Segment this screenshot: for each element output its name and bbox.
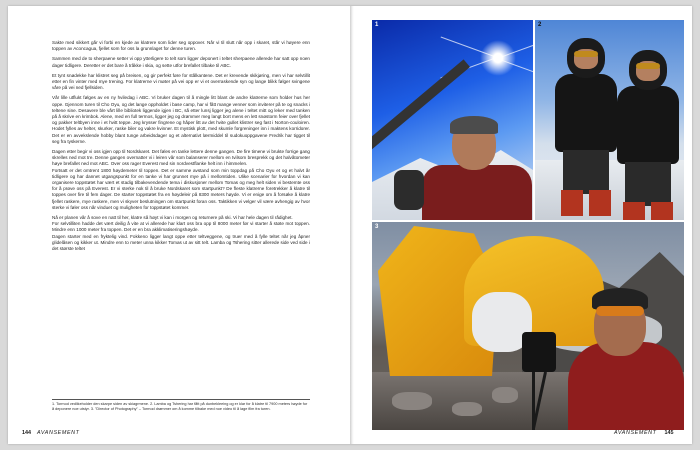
- photo-number: 2: [538, 22, 542, 28]
- cameraman-goggles: [596, 306, 644, 316]
- photo-caption: 1. Tormod vedlikeholder den skarpe siden av skiagrmene. 2. Lamba og Tshering har fått på dunbekleeing og er klar for å klatre til 7900 meters høyde for å deponere noe utstyr. 3. "Director of Photography" – Tormod drømmer om å komme tilbake med noe video til å lage film fra turen.: [52, 402, 308, 411]
- caption-divider: [52, 399, 310, 400]
- running-title: AVANSEMENT: [614, 430, 657, 436]
- paragraph: Et tynt snødekke har klistret seg på breisen, og gir perfekt føre for stålkantene. Det er krevende skikjøring, men vi har selvtillit etter en fin vinter med mye trening. For klatrerne vi møter på vei opp er vi et overraskende syn og lange blikk følger svingene våre på vei ned fjellsiden.: [52, 72, 310, 91]
- photo-skier-sun: [372, 20, 533, 220]
- climber-figure: [555, 38, 617, 220]
- paragraph: Vår lille utflukt følges av en ny hviledag i ABC. Vi bruker dagen til å mingle litt blant de andre klatrerne som holder hus her oppe. Gjennom turen til Cho Oyu, og det lange oppholdet i base camp, har vi fått mange venner som inviterer på te og snacks i teltene sine. Desavere ble vårt lille bibliotek liggende igjen i BC, så etter lunsj ligger jeg alene i teltet mitt og leker med tanken på å skrive en krimbok. Alene, med en full termos, ligger jeg og drømmer meg langt bort mens en lett snøstorm feier over fjellet og pakker teltbyen inne i et hvitt teppe. Jeg krysser fingrene og håper litt av det hvite gullet klistrer seg fast i Norton-couloiren. Hodet fylles av helter, skurker, raske biler og vakre kvinner. Et mystisk plott, med skumle forgreninger inn i maktens korridorer. Det er en avvekslende hobby blant tunge arbeidsdager og et alternativt lærmiddel til sudokuoppgavene Fredrik har tigget til seg fra tyskerne.: [52, 95, 310, 144]
- page-number: 144: [22, 430, 31, 436]
- paragraph: Nå er planen vår å sove en natt til her, klatre så høyt vi kan i morgen og returnere på ski. Vi har hele dagen til rådighet.: [52, 215, 293, 221]
- video-camera: [522, 332, 556, 372]
- page-number: 145: [664, 430, 674, 436]
- photo-camp-cameraman: [372, 222, 684, 430]
- page-gutter: [350, 6, 354, 444]
- right-folio: [614, 430, 674, 436]
- paragraph: For selvtilliten hadde det vært deilig å vite at vi allerede har klart oss bra opp til 8000 meter før vi starter å støte mot toppen. Mindre enn 1000 meter fra toppen. Det er en bra akklimatiseringshøyde.: [52, 221, 310, 233]
- paragraph: Sakte med sikkert går vi forbi en kjede av klatrere som lider seg oppover. Når vi til slutt når opp i skaret, står vi høyere enn toppen av Aconcagua, fjellet som for oss la grunnlaget for denne turen.: [52, 40, 310, 52]
- climber-glove: [394, 170, 424, 210]
- paragraph: Sammen med de to sherpaene setter vi opp ytterligere to telt som ligger deponert i teltet sherpaene allerede har satt opp noen dager tidligere. Deretter er det bare å tråkke i skia, og sette utfor brefallet tilbake til ABC.: [52, 56, 310, 68]
- climber-figure: [617, 50, 679, 220]
- book-spread: [8, 6, 692, 444]
- photo-number: 1: [375, 22, 379, 28]
- paragraph: Dagen etter begir vi oss igjen opp til Nordskaret. Det føles en tanke lettere denne gangen. De fire timene vi brukte forrige gang skrelles ned mot tre. Denne gangen overnatter vi i leiren vår som balanserer mellom en tvilsom bresprekk og det halvåtometer høye brefallet ned mot ABC. Over oss rager Everest med sin nordvestflanke helt inn i himmelen.: [52, 149, 310, 167]
- left-folio: [22, 430, 80, 436]
- body-text-column: [52, 40, 310, 410]
- paragraph: Dagen starter med en fryktelig vind. Fokkeno ligger langt oppe etter teltveggene, og truer med å fylle teltet når jeg åpner glidelåsen og kikker ut. Mindre enn to meter unna kikker Tomas ut av sitt telt. Lamba og Tshering sitter allerede side ved side i det største teltet: [52, 233, 310, 252]
- photo-two-climbers: [535, 20, 684, 220]
- climber-jacket: [422, 165, 532, 220]
- paragraph: Fortsatt er det omtrent 1800 høydemeter til toppen. Det er samme avstand som min toppdag på Cho Oyu et og et halvt år tidligere og har dannet utgangspunkt for en tanke vi har grunnet mye på i mellomtiden. Ulike scenarier for hvordan vi kan organisere toppstøtet har vært et stadig tilbakevendende tema i diskusjoner mellom Tomas og meg helt siden vi bestemte oss for å prøve oss på Everest. Er vi sterke nok til å bruke Nordskaret som startpunkt? De fleste klatrerne foretrekker å klatre til toppes over fire til fem dager. De starter toppstøtet fra en høydeleir på 8300 meters høyde. Vi er enige om å forsøke å klatre fjellet raskere, mye raskere, men vi skyver beslutningen om startpunkt foran oss. Taktikken vi velger vil være avhengig av hvor sterke vi føler oss når vinduet og muligheten for toppstøtet kommer.: [52, 167, 310, 210]
- climber-cap: [450, 116, 498, 134]
- photo-number: 3: [375, 224, 379, 230]
- running-title: AVANSEMENT: [37, 430, 80, 436]
